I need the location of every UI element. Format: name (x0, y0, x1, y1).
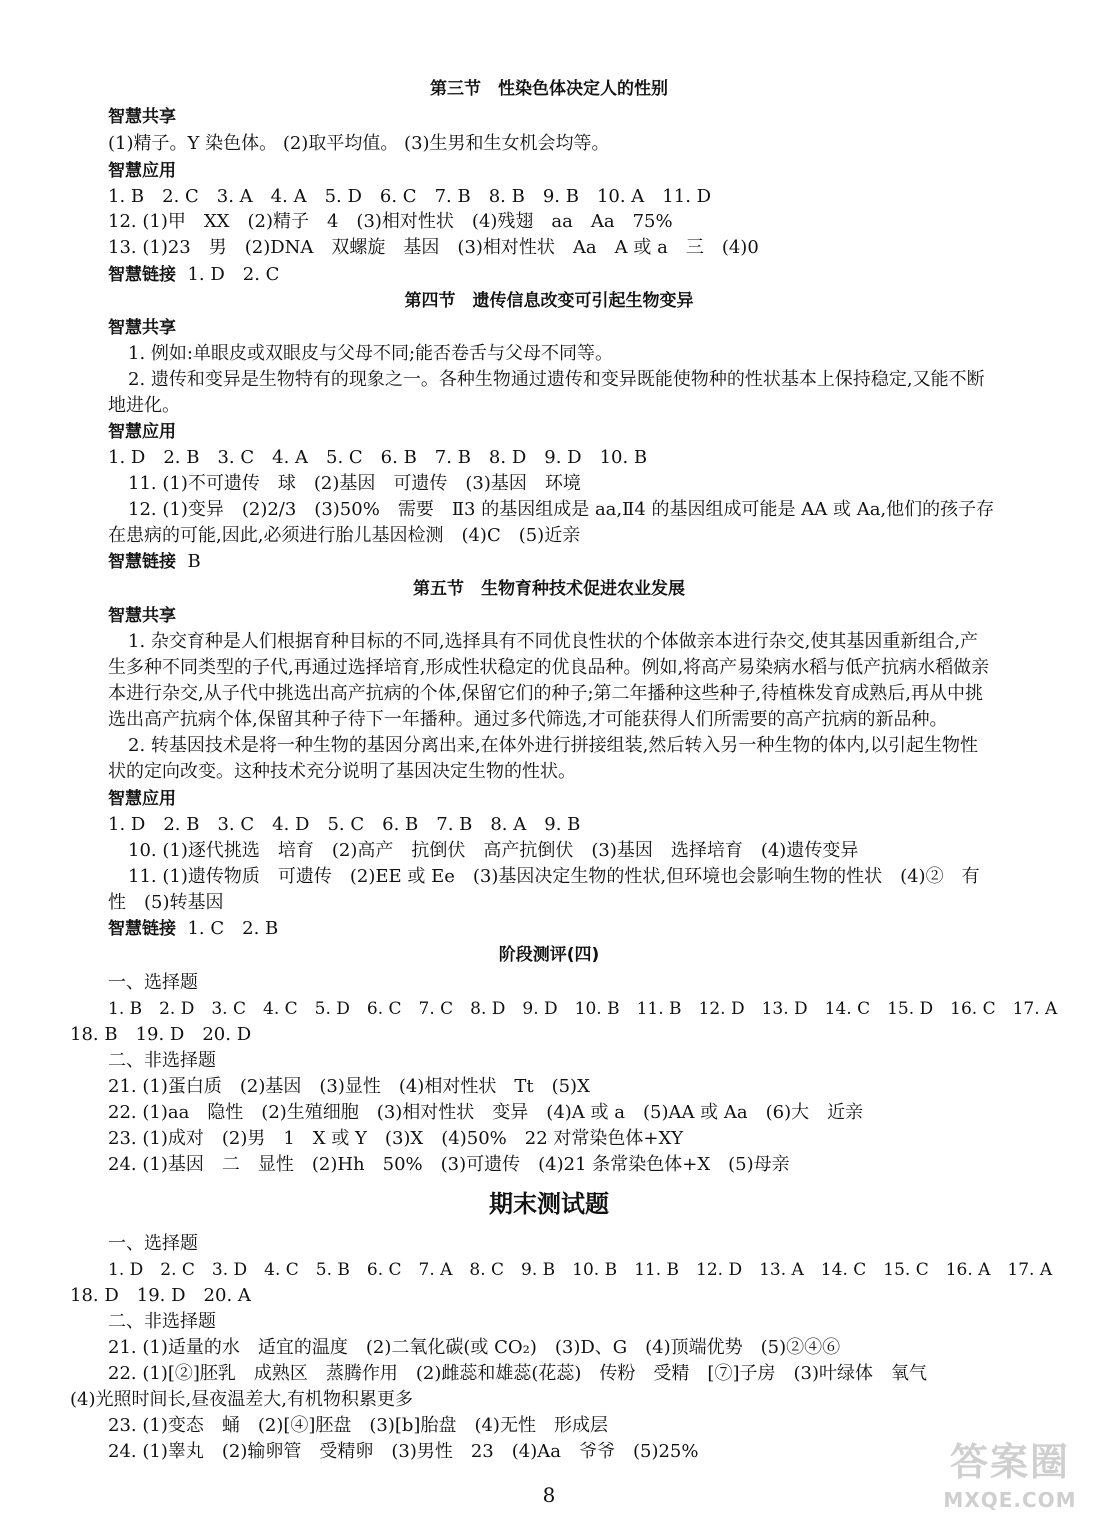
final-part1-heading: 一、选择题 (108, 1233, 198, 1254)
s3-apply-answers-1: 1. B 2. C 3. A 4. A 5. D 6. C 7. B 8. B 9. B 10. A 11. D (108, 186, 712, 207)
s3-link-label: 智慧链接 (108, 265, 176, 285)
s5-share-answer-1c: 本进行杂交,从子代中挑选出高产抗病的个体,保留它们的种子;第二年播种这些种子,待植株发育成熟后,再从中挑 (108, 683, 983, 704)
s5-share-answer-1d: 选出高产抗病个体,保留其种子待下一年播种。通过多代筛选,才可能获得人们所需要的高产抗病的新品种。 (108, 709, 948, 730)
s5-apply-answers-3b: 性 (5)转基因 (108, 892, 224, 913)
stage4-part1-heading: 一、选择题 (108, 972, 198, 993)
s4-apply-answers-2: 11. (1)不可遗传 球 (2)基因 可遗传 (3)基因 环境 (128, 473, 581, 494)
page-number: 8 (542, 1483, 556, 1507)
s5-link-row (108, 916, 1028, 942)
stage4-mc-answers-a: 1. B 2. D 3. C 4. C 5. D 6. C 7. C 8. D 9. D 10. B 11. B 12. D 13. D 14. C 15. D 16. C 17. A (108, 999, 1058, 1019)
s3-apply-answers-3: 13. (1)23 男 (2)DNA 双螺旋 基因 (3)相对性状 Aa A 或 a 三 (4)0 (108, 237, 759, 258)
s4-link-row (108, 549, 1028, 575)
s4-share-answer-1: 1. 例如:单眼皮或双眼皮与父母不同;能否卷舌与父母不同等。 (128, 343, 614, 364)
stage4-part2-heading: 二、非选择题 (108, 1050, 216, 1071)
s3-share-label: 智慧共享 (108, 107, 176, 127)
stage4-q23: 23. (1)成对 (2)男 1 X 或 Y (3)X (4)50% 22 对常染色体+XY (108, 1128, 684, 1149)
s3-link-answers: 1. D 2. C (187, 264, 280, 285)
watermark-logo (940, 1436, 1080, 1526)
s5-share-answer-1b: 生多种不同类型的子代,再通过选择培育,形成性状稳定的优良品种。例如,将高产易染病水稻与低产抗病水稻做亲 (108, 657, 990, 678)
s3-apply-label: 智慧应用 (108, 161, 176, 181)
s5-apply-answers-1: 1. D 2. B 3. C 4. D 5. C 6. B 7. B 8. A 9. B (108, 814, 581, 835)
stage4-mc-answers-b: 18. B 19. D 20. D (70, 1024, 252, 1045)
final-q22a: 22. (1)[②]胚乳 成熟区 蒸腾作用 (2)雌蕊和雄蕊(花蕊) 传粉 受精 [⑦]子房 (3)叶绿体 氧气 (108, 1363, 927, 1384)
final-mc-answers-a: 1. D 2. C 3. D 4. C 5. B 6. C 7. A 8. C 9. B 10. B 11. B 12. D 13. A 14. C 15. C 16. A 17. A (108, 1260, 1053, 1280)
s4-apply-answers-1: 1. D 2. B 3. C 4. A 5. C 6. B 7. B 8. D 9. D 10. B (108, 447, 648, 468)
s4-share-label: 智慧共享 (108, 318, 176, 338)
s4-link-label: 智慧链接 (108, 552, 176, 572)
s5-share-label: 智慧共享 (108, 606, 176, 626)
stage4-q24: 24. (1)基因 二 显性 (2)Hh 50% (3)可遗传 (4)21 条常染色体+X (5)母亲 (108, 1154, 790, 1175)
s4-share-answer-2b: 地进化。 (108, 395, 180, 416)
s3-link-row (108, 262, 1028, 288)
s5-share-answer-2b: 状的定向改变。这种技术充分说明了基因决定生物的性状。 (108, 761, 576, 782)
s4-apply-answers-3a: 12. (1)变异 (2)2/3 (3)50% 需要 Ⅱ3 的基因组成是 aa,Ⅱ4 的基因组成可能是 AA 或 Aa,他们的孩子存 (128, 499, 995, 520)
watermark-line1: 答案圈 (949, 1440, 1070, 1484)
section-4-title: 第四节 遗传信息改变可引起生物变异 (404, 291, 694, 311)
section-3-title: 第三节 性染色体决定人的性别 (430, 79, 668, 99)
s5-apply-answers-3a: 11. (1)遗传物质 可遗传 (2)EE 或 Ee (3)基因决定生物的性状,但环境也会影响生物的性状 (4)② 有 (128, 866, 980, 887)
final-q22b: (4)光照时间长,昼夜温差大,有机物积累更多 (70, 1389, 413, 1410)
s4-apply-answers-3b: 在患病的可能,因此,必须进行胎儿基因检测 (4)C (5)近亲 (108, 525, 581, 546)
s5-apply-label: 智慧应用 (108, 789, 176, 809)
s4-share-answer-2a: 2. 遗传和变异是生物特有的现象之一。各种生物通过遗传和变异既能使物种的性状基本上保持稳定,又能不断 (128, 369, 985, 390)
s5-share-answer-1a: 1. 杂交育种是人们根据育种目标的不同,选择具有不同优良性状的个体做亲本进行杂交,使其基因重新组合,产 (128, 631, 979, 652)
s5-link-answers: 1. C 2. B (187, 918, 279, 939)
final-exam-title: 期末测试题 (489, 1190, 609, 1218)
s5-apply-answers-2: 10. (1)逐代挑选 培育 (2)高产 抗倒伏 高产抗倒伏 (3)基因 选择培育 (4)遗传变异 (128, 840, 859, 861)
stage4-q22: 22. (1)aa 隐性 (2)生殖细胞 (3)相对性状 变异 (4)A 或 a (5)AA 或 Aa (6)大 近亲 (108, 1102, 864, 1123)
s3-share-answer: (1)精子。Y 染色体。 (2)取平均值。 (3)生男和生女机会均等。 (108, 133, 610, 154)
final-q23: 23. (1)变态 蛹 (2)[④]胚盘 (3)[b]胎盘 (4)无性 形成层 (108, 1415, 608, 1436)
stage4-q21: 21. (1)蛋白质 (2)基因 (3)显性 (4)相对性状 Tt (5)X (108, 1076, 590, 1097)
final-q24: 24. (1)睾丸 (2)输卵管 受精卵 (3)男性 23 (4)Aa 爷爷 (5)25% (108, 1441, 699, 1462)
s5-share-answer-2a: 2. 转基因技术是将一种生物的基因分离出来,在体外进行拼接组装,然后转入另一种生物的体内,以引起生物性 (128, 735, 979, 756)
watermark-line2: MXQE.COM (943, 1488, 1077, 1512)
final-q21: 21. (1)适量的水 适宜的温度 (2)二氧化碳(或 CO₂) (3)D、G (4)顶端优势 (5)②④⑥ (108, 1337, 841, 1358)
s4-link-answers: B (187, 551, 201, 572)
s5-link-label: 智慧链接 (108, 919, 176, 939)
final-mc-answers-b: 18. D 19. D 20. A (70, 1285, 251, 1306)
s4-apply-label: 智慧应用 (108, 422, 176, 442)
s3-apply-answers-2: 12. (1)甲 XX (2)精子 4 (3)相对性状 (4)残翅 aa Aa 75% (108, 211, 673, 232)
final-part2-heading: 二、非选择题 (108, 1311, 216, 1332)
stage4-title: 阶段测评(四) (498, 945, 600, 965)
section-5-title: 第五节 生物育种技术促进农业发展 (413, 579, 685, 599)
